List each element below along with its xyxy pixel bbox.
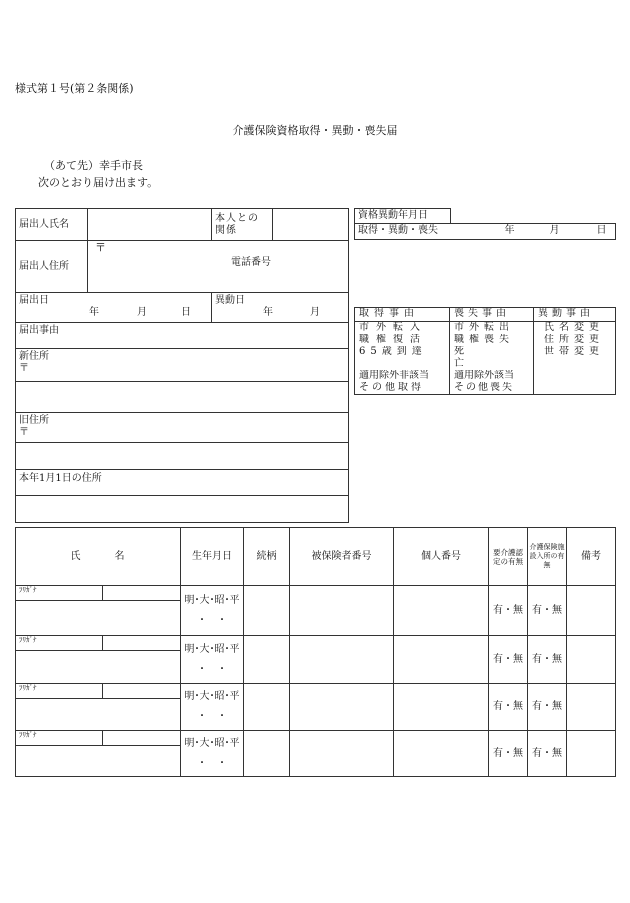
era-options: 明･大･昭･平	[184, 691, 240, 702]
insured-no-cell[interactable]	[290, 586, 394, 636]
lose-reason[interactable]: 市外転出	[450, 322, 534, 335]
personal-no-cell[interactable]	[394, 731, 489, 777]
old-address-line[interactable]	[16, 443, 349, 470]
acquire-reason[interactable]: その他取得	[355, 382, 450, 395]
facility-cell[interactable]: 有・無	[528, 586, 567, 636]
year-label: 年	[504, 225, 515, 236]
reason-table	[354, 307, 616, 395]
change-date-label: 異動日	[215, 295, 245, 306]
change-reason[interactable]: 氏名変更	[534, 322, 616, 335]
form-number: 様式第１号(第２条関係)	[15, 82, 134, 95]
name-field[interactable]	[16, 651, 181, 684]
notifier-name-field[interactable]	[88, 209, 212, 241]
jan1-address-field[interactable]	[16, 470, 349, 496]
care-cert-cell[interactable]: 有・無	[489, 731, 528, 777]
name-header: 氏 名	[16, 528, 181, 586]
birth-cell[interactable]	[181, 684, 244, 731]
lose-reason[interactable]: 職権喪失	[450, 334, 534, 346]
date-dots: ・ ・	[197, 711, 227, 722]
remarks-header: 備考	[567, 528, 616, 586]
month-label: 月	[310, 307, 320, 318]
day-label: 日	[181, 307, 191, 318]
change-reason[interactable]: 住所変更	[534, 334, 616, 346]
notifier-name-label: 届出人氏名	[16, 209, 88, 241]
notification-form	[15, 208, 349, 523]
furigana-label: ﾌﾘｶﾞﾅ	[16, 684, 103, 699]
phone-label: 電話番号	[231, 257, 271, 268]
personal-no-cell[interactable]	[394, 586, 489, 636]
lose-header: 喪失事由	[450, 308, 534, 322]
era-options: 明･大･昭･平	[184, 737, 240, 749]
lose-reason[interactable]: 適用除外該当	[450, 370, 534, 382]
reason-label: 届出事由	[19, 325, 59, 336]
postal-mark: 〒	[95, 241, 106, 254]
facility-header: 介護保険施設入所の有無	[528, 528, 567, 586]
care-cert-cell[interactable]: 有・無	[489, 636, 528, 684]
furigana-field[interactable]	[103, 586, 181, 601]
name-field[interactable]	[16, 601, 181, 636]
person-table	[15, 527, 616, 777]
qualification-date-field[interactable]	[355, 224, 616, 240]
furigana-label: ﾌﾘｶﾞﾅ	[16, 586, 103, 601]
remarks-cell[interactable]	[567, 684, 616, 731]
remarks-cell[interactable]	[567, 586, 616, 636]
acquire-reason[interactable]: 職権復活	[355, 334, 450, 346]
qualification-date-label: 資格異動年月日	[355, 209, 451, 224]
care-cert-cell[interactable]: 有・無	[489, 684, 528, 731]
notify-date-field[interactable]	[16, 293, 212, 323]
qualification-date-box	[354, 208, 616, 240]
relation-header: 続柄	[244, 528, 290, 586]
relation-cell[interactable]	[244, 636, 290, 684]
relation-cell[interactable]	[244, 586, 290, 636]
change-date-field[interactable]	[212, 293, 349, 323]
new-address-line[interactable]	[16, 382, 349, 413]
new-address-field[interactable]	[16, 349, 349, 382]
acquire-reason[interactable]: 65歳到達	[355, 346, 450, 370]
facility-cell[interactable]: 有・無	[528, 636, 567, 684]
birth-cell[interactable]	[181, 586, 244, 636]
month-label: 月	[137, 307, 147, 318]
personal-no-cell[interactable]	[394, 684, 489, 731]
birth-cell[interactable]	[181, 731, 244, 777]
old-address-field[interactable]	[16, 413, 349, 443]
month-label: 月	[549, 225, 560, 236]
insured-no-cell[interactable]	[290, 684, 394, 731]
insured-no-cell[interactable]	[290, 636, 394, 684]
date-dots: ・ ・	[197, 757, 227, 769]
relationship-field[interactable]	[273, 209, 349, 241]
furigana-field[interactable]	[103, 636, 181, 651]
care-cert-cell[interactable]: 有・無	[489, 586, 528, 636]
date-dots: ・ ・	[197, 614, 227, 626]
new-address-label: 新住所	[19, 351, 49, 362]
name-field[interactable]	[16, 746, 181, 777]
birth-header: 生年月日	[181, 528, 244, 586]
day-label: 日	[596, 225, 607, 236]
postal-mark: 〒	[19, 363, 29, 374]
insured-no-cell[interactable]	[290, 731, 394, 777]
acquire-header: 取得事由	[355, 308, 450, 322]
lose-reason[interactable]: その他喪失	[450, 382, 534, 395]
remarks-cell[interactable]	[567, 731, 616, 777]
relation-cell[interactable]	[244, 684, 290, 731]
facility-cell[interactable]: 有・無	[528, 684, 567, 731]
acquire-reason[interactable]: 市外転入	[355, 322, 450, 335]
relationship-label: 本人との関係	[212, 209, 273, 241]
personal-no-header: 個人番号	[394, 528, 489, 586]
care-cert-header: 要介護認定の有無	[489, 528, 528, 586]
lose-reason[interactable]: 死亡	[450, 346, 534, 370]
date-dots: ・ ・	[197, 663, 227, 675]
notify-date-label: 届出日	[19, 295, 49, 306]
facility-cell[interactable]: 有・無	[528, 731, 567, 777]
old-address-label: 旧住所	[19, 415, 49, 426]
change-reason[interactable]: 世帯変更	[534, 346, 616, 370]
reason-field[interactable]	[16, 323, 349, 349]
furigana-label: ﾌﾘｶﾞﾅ	[16, 636, 103, 651]
relation-cell[interactable]	[244, 731, 290, 777]
year-label: 年	[89, 307, 99, 318]
change-header: 異動事由	[534, 308, 616, 322]
personal-no-cell[interactable]	[394, 636, 489, 684]
era-options: 明･大･昭･平	[184, 643, 240, 655]
notifier-address-field[interactable]	[88, 241, 349, 293]
jan1-address-label: 本年1月1日の住所	[19, 473, 102, 484]
jan1-address-line[interactable]	[16, 496, 349, 523]
form-title: 介護保険資格取得・異動・喪失届	[232, 124, 398, 137]
notifier-address-label: 届出人住所	[16, 241, 88, 293]
era-options: 明･大･昭･平	[184, 594, 240, 606]
furigana-field[interactable]	[103, 684, 181, 699]
furigana-label: ﾌﾘｶﾞﾅ	[16, 731, 103, 746]
insured-no-header: 被保険者番号	[290, 528, 394, 586]
remarks-cell[interactable]	[567, 636, 616, 684]
year-label: 年	[263, 307, 273, 318]
intro-text: 次のとおり届け出ます。	[38, 176, 159, 189]
birth-cell[interactable]	[181, 636, 244, 684]
addressee: （あて先）幸手市長	[44, 159, 143, 172]
postal-mark: 〒	[19, 427, 29, 438]
qualification-types: 取得・異動・喪失	[358, 225, 438, 236]
name-field[interactable]	[16, 699, 181, 731]
acquire-reason[interactable]: 適用除外非該当	[355, 370, 450, 382]
furigana-field[interactable]	[103, 731, 181, 746]
